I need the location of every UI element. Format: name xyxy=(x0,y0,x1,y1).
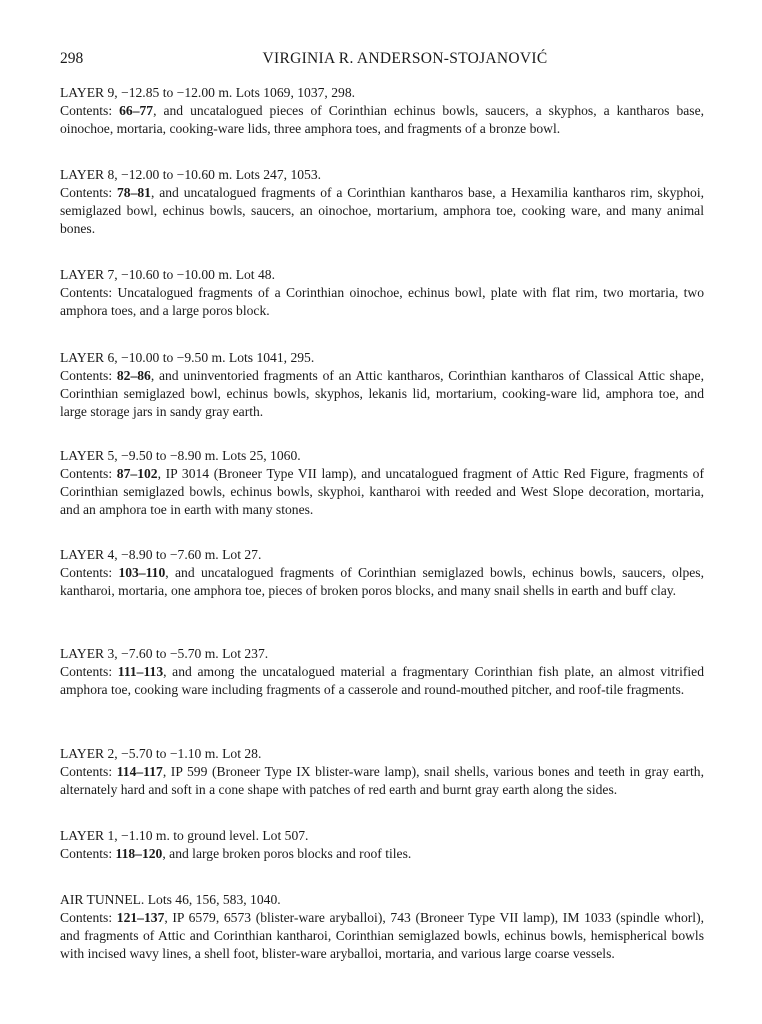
layer-heading: LAYER 8, −12.00 to −10.60 m. Lots 247, 1053. xyxy=(60,167,322,182)
contents-text: , and uncatalogued fragments of a Corinthian kantharos base, a Hexamilia kantharos rim, skyphoi, semiglazed bowl, echinus bowls, saucers, an oinochoe, mortarium, amphora toe, cooking ware, and many animal bones. xyxy=(60,185,704,236)
layer-8-entry xyxy=(60,166,704,238)
contents-label: Contents: xyxy=(60,185,113,200)
catalogue-range: 87–102 xyxy=(116,466,158,481)
catalogue-range: 118–120 xyxy=(115,846,163,861)
layer-heading: AIR TUNNEL. Lots 46, 156, 583, 1040. xyxy=(60,892,281,907)
layer-9-entry xyxy=(60,84,704,138)
layer-contents xyxy=(60,465,704,519)
layer-heading: LAYER 9, −12.85 to −12.00 m. Lots 1069, 1037, 298. xyxy=(60,85,356,100)
contents-text: Uncatalogued fragments of a Corinthian oinochoe, echinus bowl, plate with flat rim, two mortaria, two amphora toes, and a large poros block. xyxy=(60,285,704,318)
layer-4-entry xyxy=(60,546,704,600)
layer-heading: LAYER 7, −10.60 to −10.00 m. Lot 48. xyxy=(60,267,275,282)
contents-text: , IP 599 (Broneer Type IX blister-ware lamp), snail shells, various bones and teeth in gray earth, alternately hard and soft in a cone shape with patches of red earth and burnt gray earth along the sides. xyxy=(60,764,704,797)
layer-heading: LAYER 4, −8.90 to −7.60 m. Lot 27. xyxy=(60,547,262,562)
layer-6-entry xyxy=(60,349,704,421)
layer-heading: LAYER 3, −7.60 to −5.70 m. Lot 237. xyxy=(60,646,269,661)
contents-label: Contents: xyxy=(60,466,113,481)
contents-text: , IP 6579, 6573 (blister-ware aryballoi), 743 (Broneer Type VII lamp), IM 1033 (spindle whorl), and fragments of Attic and Corinthian kantharoi, Corinthian semiglazed bowls, echinus bowls, hemispherical bowls with incised wavy lines, a shell foot, blister-ware aryballoi, mortaria, and various large coarse vessels. xyxy=(60,910,704,961)
page-number: 298 xyxy=(60,50,84,67)
catalogue-range: 114–117 xyxy=(116,764,163,779)
contents-text: , and uninventoried fragments of an Attic kantharos, Corinthian kantharos of Classical Attic shape, Corinthian semiglazed bowl, echinus bowls, skyphos, lekanis lid, mortarium, cooking-ware lid, amphora toe, and large storage jars in sandy gray earth. xyxy=(60,368,704,419)
catalogue-range: 66–77 xyxy=(119,103,154,118)
layer-contents xyxy=(60,909,704,963)
layer-heading: LAYER 1, −1.10 m. to ground level. Lot 507. xyxy=(60,828,309,843)
layer-3-entry xyxy=(60,645,704,699)
contents-text: , IP 3014 (Broneer Type VII lamp), and uncatalogued fragment of Attic Red Figure, fragments of Corinthian semiglazed bowls, echinus bowls, skyphoi, kantharoi with reeded and West Slope decoration, mortaria, and an amphora toe in earth with many stones. xyxy=(60,466,704,517)
contents-label: Contents: xyxy=(60,764,113,779)
layer-5-entry xyxy=(60,447,704,519)
contents-text: , and large broken poros blocks and roof tiles. xyxy=(162,846,412,861)
layer-contents xyxy=(60,763,704,799)
contents-label: Contents: xyxy=(60,368,113,383)
layer-heading: LAYER 2, −5.70 to −1.10 m. Lot 28. xyxy=(60,746,262,761)
layer-contents xyxy=(60,102,704,138)
catalogue-range: 121–137 xyxy=(116,910,165,925)
layer-heading: LAYER 6, −10.00 to −9.50 m. Lots 1041, 295. xyxy=(60,350,315,365)
catalogue-range: 111–113 xyxy=(117,664,164,679)
layer-contents xyxy=(60,184,704,238)
contents-text: , and uncatalogued pieces of Corinthian echinus bowls, saucers, a skyphos, a kantharos base, oinochoe, mortaria, cooking-ware lids, three amphora toes, and fragments of a bronze bowl. xyxy=(60,103,704,136)
layer-contents xyxy=(60,564,704,600)
contents-label: Contents: xyxy=(60,565,113,580)
contents-text: , and among the uncatalogued material a fragmentary Corinthian fish plate, an almost vitrified amphora toe, cooking ware including fragments of a casserole and round-mouthed pitcher, and roof-tile fragments. xyxy=(60,664,704,697)
layer-contents xyxy=(60,284,704,320)
contents-text: , and uncatalogued fragments of Corinthian semiglazed bowls, echinus bowls, saucers, olpes, kantharoi, mortaria, one amphora toe, pieces of broken poros blocks, and many snail shells in earth and buff clay. xyxy=(60,565,704,598)
catalogue-range: 78–81 xyxy=(116,185,151,200)
contents-label: Contents: xyxy=(60,846,113,861)
layer-7-entry xyxy=(60,266,704,320)
layer-contents xyxy=(60,845,704,863)
contents-label: Contents: xyxy=(60,910,113,925)
air-tunnel-entry xyxy=(60,891,704,963)
catalogue-range: 82–86 xyxy=(116,368,151,383)
layer-1-entry xyxy=(60,827,704,863)
running-head: VIRGINIA R. ANDERSON-STOJANOVIĆ xyxy=(262,50,548,67)
catalogue-range: 103–110 xyxy=(118,565,166,580)
page-header xyxy=(60,50,710,72)
layer-2-entry xyxy=(60,745,704,799)
contents-label: Contents: xyxy=(60,103,113,118)
layer-contents xyxy=(60,663,704,699)
layer-heading: LAYER 5, −9.50 to −8.90 m. Lots 25, 1060. xyxy=(60,448,301,463)
layer-contents xyxy=(60,367,704,421)
contents-label: Contents: xyxy=(60,664,113,679)
contents-label: Contents: xyxy=(60,285,113,300)
